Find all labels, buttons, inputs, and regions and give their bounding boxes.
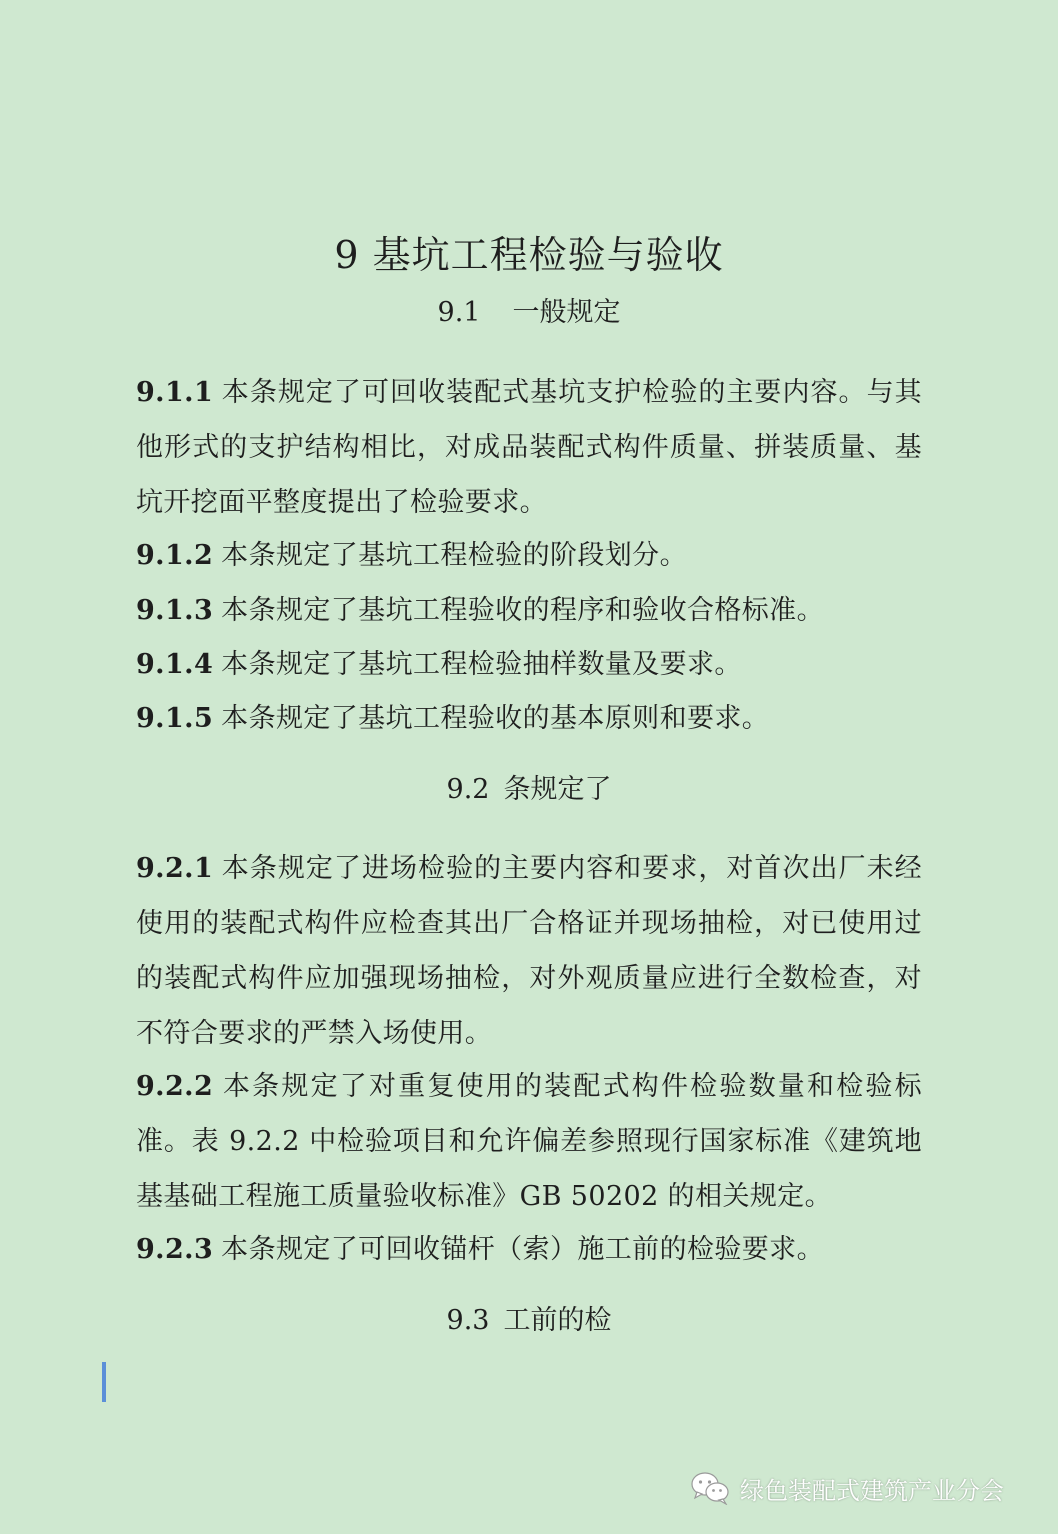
section-title: 条规定了: [503, 774, 612, 805]
clause-text: 本条规定了可回收装配式基坑支护检验的主要内容。与其他形式的支护结构相比，对成品装配式构件质量、拼装质量、基坑开挖面平整度提出了检验要求。: [136, 377, 922, 518]
section-number: 9.2: [446, 774, 490, 805]
section-heading-9-2: [0, 772, 1058, 808]
clause-number: 9.1.2: [136, 540, 214, 571]
text-cursor: [102, 1362, 106, 1402]
clause-9-2-1: [136, 841, 922, 1061]
clause-text: 本条规定了对重复使用的装配式构件检验数量和检验标准。表 9.2.2 中检验项目和允许偏差参照现行国家标准《建筑地基基础工程施工质量验收标准》GB 50202 的相关规定。: [136, 1071, 922, 1212]
clause-number: 9.2.1: [136, 853, 214, 884]
clause-number: 9.1.1: [136, 377, 214, 408]
clause-9-1-5: [136, 691, 922, 746]
section-title: 一般规定: [512, 297, 621, 328]
section-number: 9.1: [437, 297, 481, 328]
clause-9-1-2: [136, 528, 922, 583]
clause-9-2-3: [136, 1222, 922, 1277]
clause-text: 本条规定了基坑工程验收的程序和验收合格标准。: [221, 595, 824, 626]
clause-number: 9.2.2: [136, 1071, 214, 1102]
wechat-icon: [690, 1471, 730, 1505]
section-number: 9.3: [446, 1305, 490, 1336]
clause-text: 本条规定了基坑工程验收的基本原则和要求。: [221, 703, 770, 734]
clause-9-1-1: [136, 365, 922, 530]
clause-number: 9.1.3: [136, 595, 214, 626]
clause-number: 9.1.4: [136, 649, 214, 680]
clause-text: 本条规定了基坑工程检验的阶段划分。: [221, 540, 687, 571]
section-heading-9-1: [0, 295, 1058, 331]
clause-text: 本条规定了基坑工程检验抽样数量及要求。: [221, 649, 742, 680]
clause-text: 本条规定了进场检验的主要内容和要求，对首次出厂未经使用的装配式构件应检查其出厂合格证并现场抽检，对已使用过的装配式构件应加强现场抽检，对外观质量应进行全数检查，对不符合要求的严禁入场使用。: [136, 853, 922, 1049]
clause-9-1-4: [136, 637, 922, 692]
clause-number: 9.1.5: [136, 703, 214, 734]
clause-9-2-2: [136, 1059, 922, 1224]
watermark: [690, 1466, 1004, 1510]
clause-9-1-3: [136, 583, 922, 638]
watermark-text: 绿色装配式建筑产业分会: [740, 1476, 1004, 1505]
clause-text: 本条规定了可回收锚杆（索）施工前的检验要求。: [221, 1234, 824, 1265]
section-title: 工前的检: [503, 1305, 612, 1336]
section-heading-9-3: [0, 1303, 1058, 1339]
chapter-title: 9 基坑工程检验与验收: [334, 233, 724, 277]
clause-number: 9.2.3: [136, 1234, 214, 1265]
